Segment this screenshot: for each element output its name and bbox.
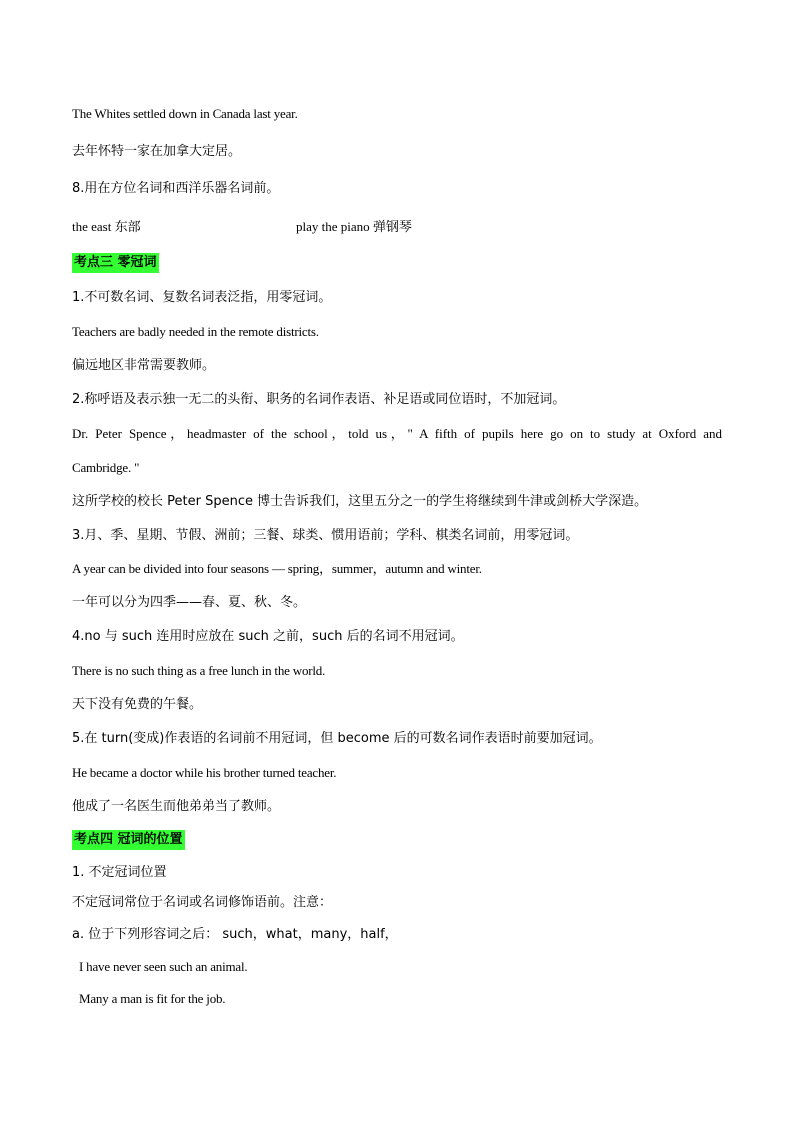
example-east-text: the east 东部 <box>72 219 141 234</box>
example-sentence: I have never seen such an animal. <box>79 959 248 974</box>
subsection-title: 1. 不定冠词位置 <box>72 865 167 880</box>
rule-5: 5.在 turn(变成)作表语的名词前不用冠词，但 become 后的可数名词作表语时前要加冠词。 <box>72 731 602 746</box>
section-heading-zero-article: 考点三 零冠词 <box>72 253 159 273</box>
rule-4: 4.no 与 such 连用时应放在 such 之前，such 后的名词不用冠词。 <box>72 629 464 644</box>
example-sentence: There is no such thing as a free lunch in the world. <box>72 663 326 678</box>
translation: 天下没有免费的午餐。 <box>72 697 203 712</box>
translation: 一年可以分为四季——春、夏、秋、冬。 <box>72 595 307 610</box>
translation: 偏远地区非常需要教师。 <box>72 358 216 373</box>
rule-8: 8.用在方位名词和西洋乐器名词前。 <box>72 181 280 196</box>
example-sentence: The Whites settled down in Canada last year. <box>72 106 298 121</box>
rule-a: a. 位于下列形容词之后： such，what，many，half， <box>72 927 398 942</box>
example-sentence: A year can be divided into four seasons — spring，summer，autumn and winter. <box>72 561 482 576</box>
example-sentence: Teachers are badly needed in the remote districts. <box>72 324 319 339</box>
example-piano <box>296 218 412 236</box>
rule-1: 1.不可数名词、复数名词表泛指，用零冠词。 <box>72 290 332 305</box>
translation: 去年怀特一家在加拿大定居。 <box>72 144 242 159</box>
translation: 他成了一名医生而他弟弟当了教师。 <box>72 799 281 814</box>
example-piano-text: play the piano 弹钢琴 <box>296 219 412 234</box>
rule-text: 不定冠词常位于名词或名词修饰语前。注意： <box>72 895 333 910</box>
example-sentence: Dr. Peter Spence，headmaster of the school，told us，" A fifth of pupils here go on to study at Oxford and <box>72 426 722 441</box>
rule-3: 3.月、季、星期、节假、洲前；三餐、球类、惯用语前；学科、棋类名词前，用零冠词。 <box>72 528 579 543</box>
rule-2: 2.称呼语及表示独一无二的头衔、职务的名词作表语、补足语或同位语时，不加冠词。 <box>72 392 566 407</box>
example-sentence: He became a doctor while his brother turned teacher. <box>72 765 337 780</box>
translation: 这所学校的校长 Peter Spence 博士告诉我们，这里五分之一的学生将继续到牛津或剑桥大学深造。 <box>72 494 648 509</box>
example-sentence: Many a man is fit for the job. <box>79 991 226 1006</box>
section-heading-article-position: 考点四 冠词的位置 <box>72 830 185 850</box>
example-east <box>72 218 141 236</box>
example-sentence-cont: Cambridge. " <box>72 460 140 475</box>
